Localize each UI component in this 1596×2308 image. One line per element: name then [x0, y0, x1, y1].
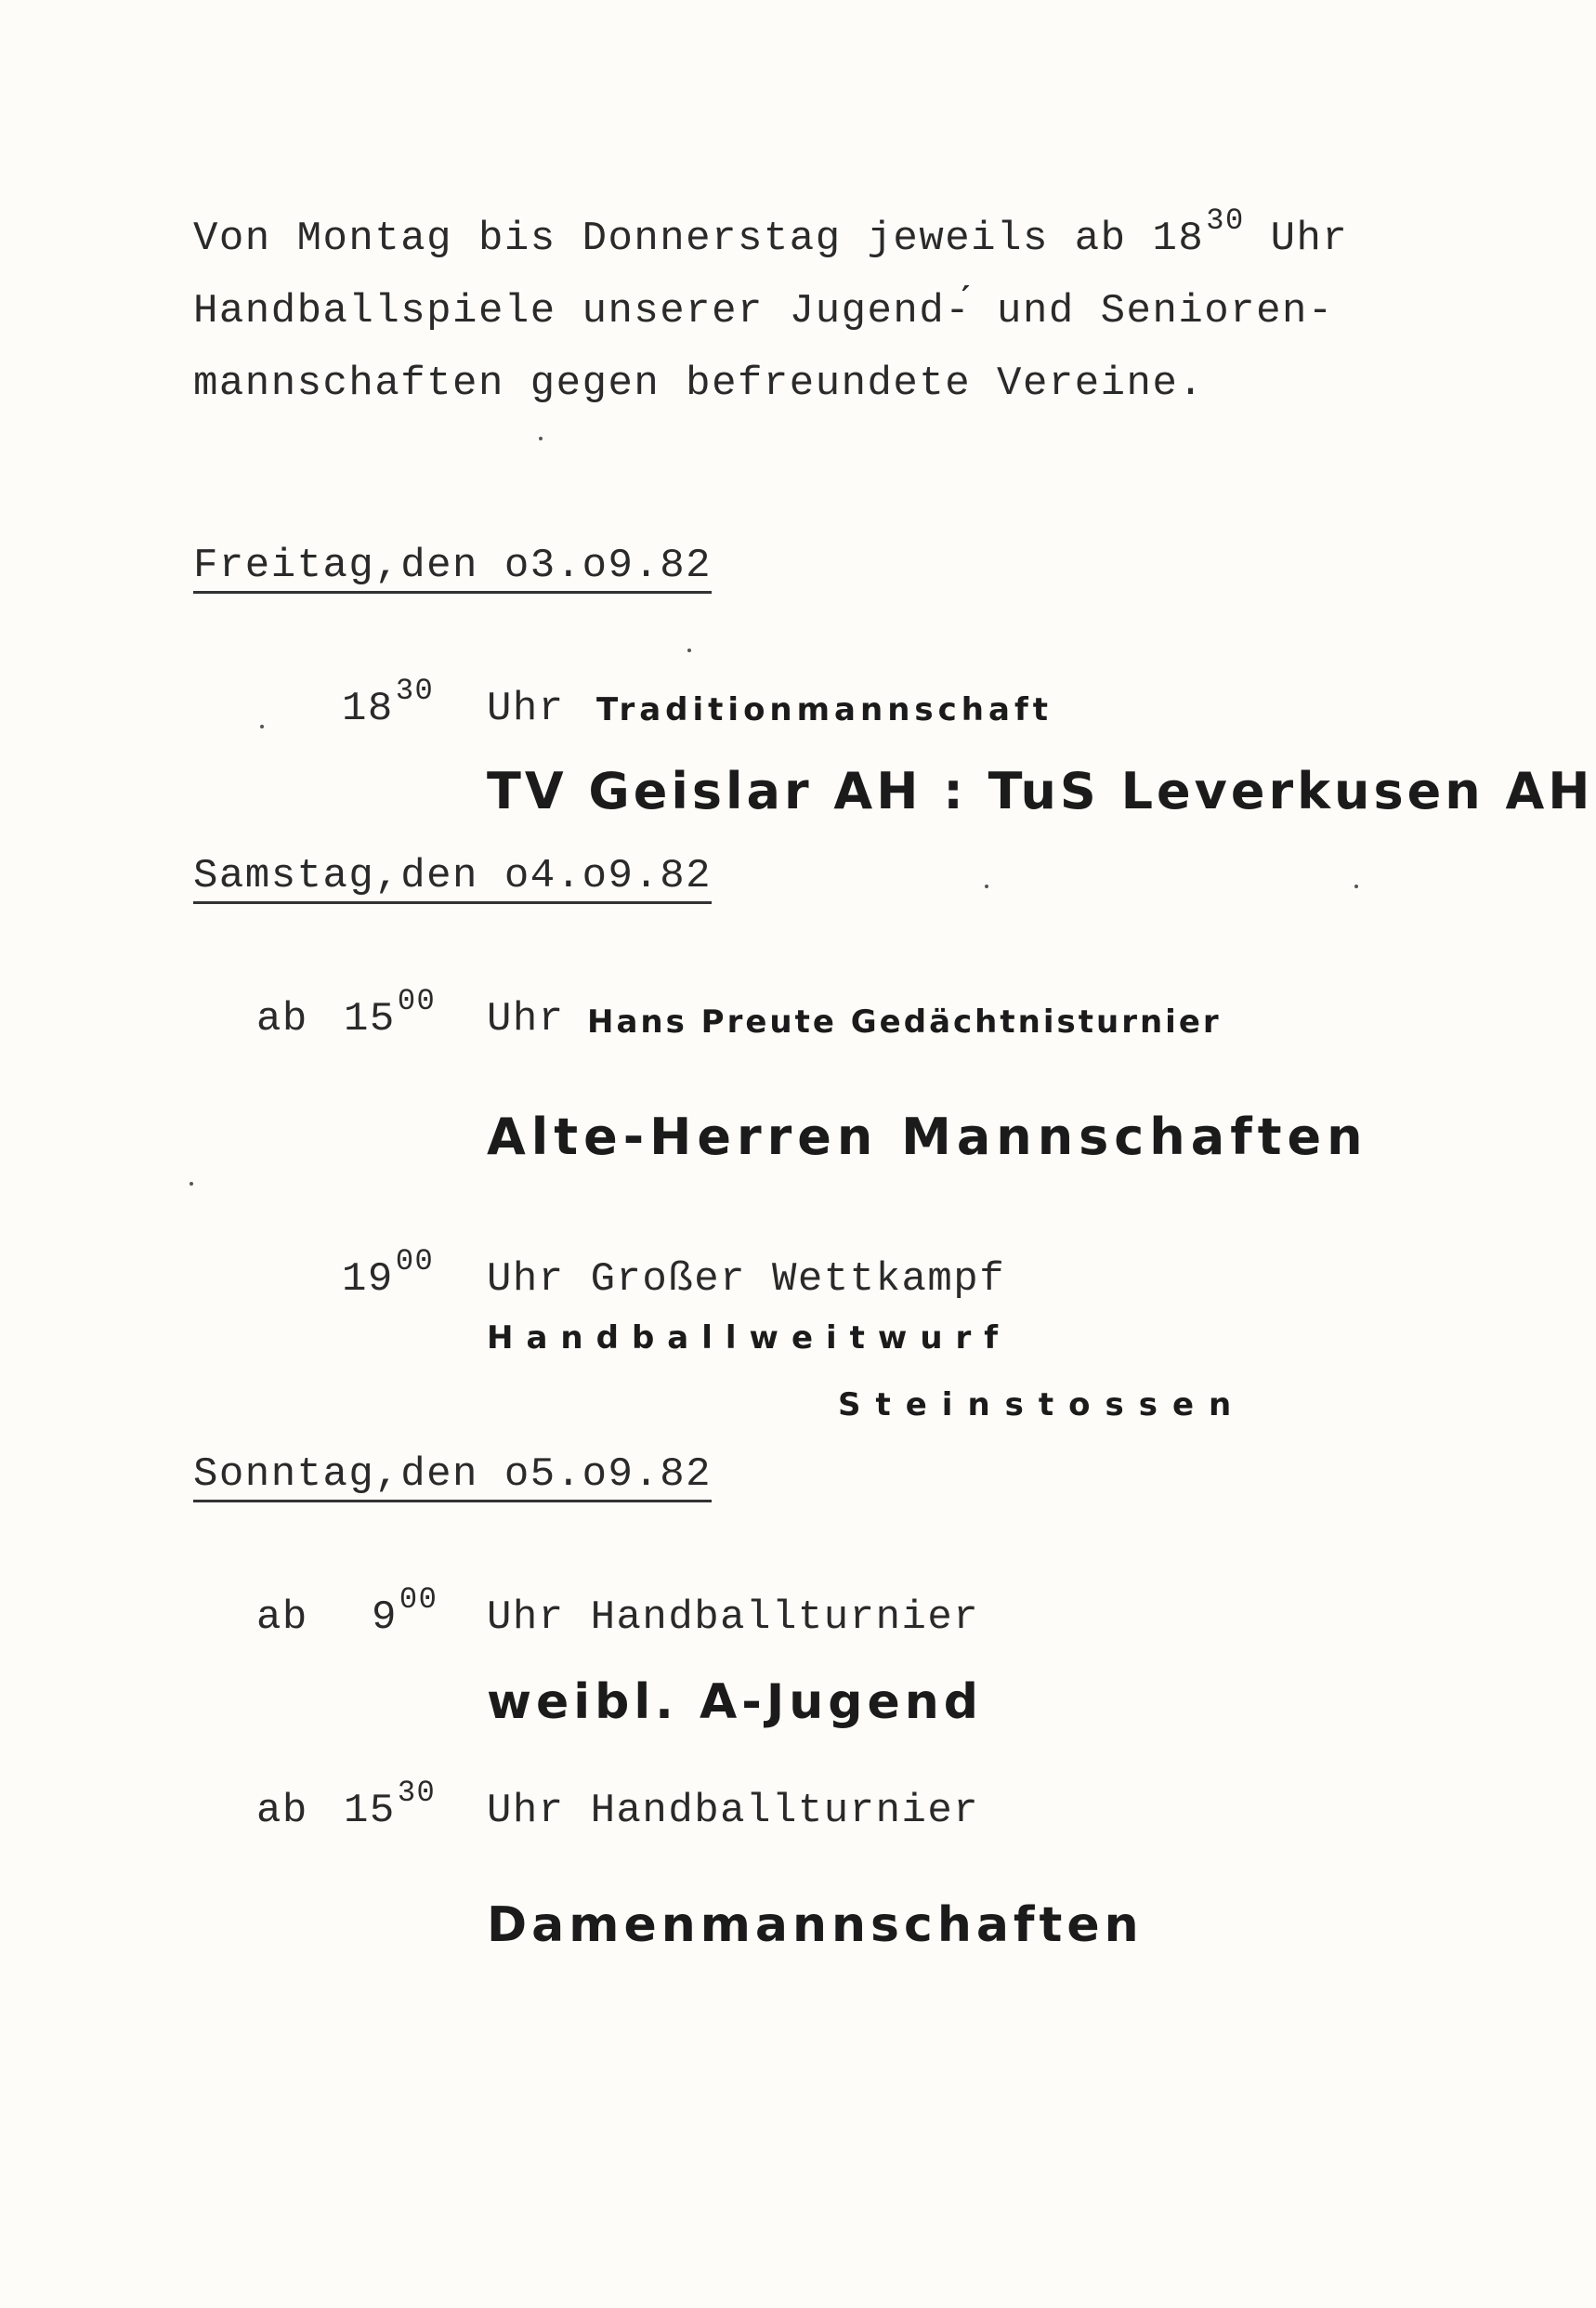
saturday-item2-detail-2: Steinstossen: [838, 1386, 1247, 1423]
saturday-heading: Samstag,den o4.o9.82: [193, 853, 712, 904]
saturday-item1-prefix: ab: [256, 996, 308, 1043]
intro-time-superscript: 30: [1206, 203, 1245, 239]
saturday-item2-detail-1: Handballweitwurf: [487, 1319, 1012, 1357]
friday-match: TV Geislar AH : TuS Leverkusen AH: [487, 762, 1594, 820]
scan-speck: [190, 1182, 193, 1186]
saturday-item2-time: $19^{00}$: [342, 1244, 435, 1303]
sunday-heading: Sonntag,den o5.o9.82: [193, 1451, 712, 1502]
friday-uhr: Uhr: [487, 686, 565, 732]
intro-paragraph: [193, 203, 1348, 420]
scan-speck: [260, 725, 264, 728]
sunday-item2-event: Uhr Handballturnier: [487, 1788, 980, 1834]
saturday-item1-uhr: Uhr: [487, 996, 565, 1043]
saturday-item1-event: Hans Preute Gedächtnisturnier: [587, 1003, 1222, 1041]
scan-speck: [985, 885, 988, 888]
scan-speck: [687, 649, 691, 652]
sunday-item1-event: Uhr Handballturnier: [487, 1594, 980, 1641]
saturday-item1-detail: Alte-Herren Mannschaften: [487, 1108, 1368, 1166]
scan-speck: [539, 437, 543, 440]
sunday-item1-detail: weibl. A-Jugend: [487, 1674, 983, 1730]
sunday-item2-time: $15^{30}$: [344, 1776, 437, 1834]
saturday-item1-time: $15^{00}$: [344, 984, 437, 1043]
scan-speck: [1354, 885, 1358, 888]
sunday-item1-prefix: ab: [256, 1594, 308, 1641]
saturday-item2-event: Uhr Großer Wettkampf: [487, 1256, 1006, 1303]
sunday-item2-detail: Damenmannschaften: [487, 1897, 1144, 1953]
intro-line-2: Handballspiele unserer Jugend-́ und Senioren-: [193, 288, 1334, 334]
friday-heading: Freitag,den o3.o9.82: [193, 543, 712, 594]
intro-line-1: Von Montag bis Donnerstag jeweils ab $18^{30}$ Uhr: [193, 203, 1349, 262]
intro-line-3: mannschaften gegen befreundete Vereine.: [193, 361, 1205, 407]
friday-time: $18^{30}$: [342, 674, 435, 732]
friday-event: Traditionmannschaft: [596, 691, 1053, 728]
sunday-item1-time: $9^{00}$: [372, 1582, 438, 1641]
sunday-item2-prefix: ab: [256, 1788, 308, 1834]
